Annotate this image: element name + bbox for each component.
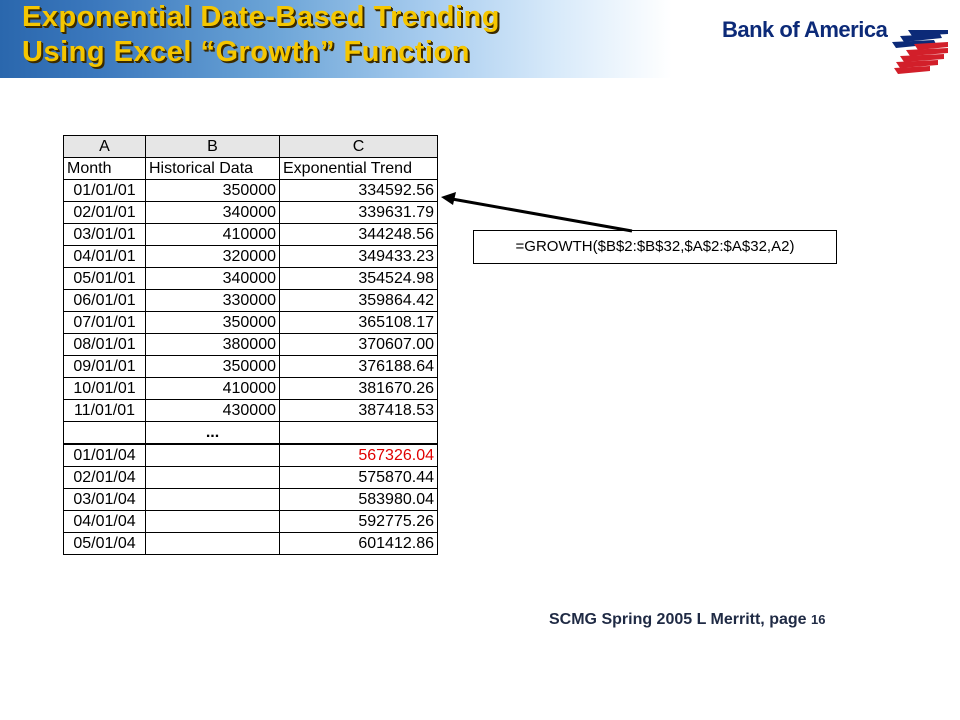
arrow-line <box>452 199 632 231</box>
cell-trend: 365108.17 <box>280 312 438 334</box>
cell-trend: 387418.53 <box>280 400 438 422</box>
ellipsis-row <box>64 422 438 445</box>
cell-month: 01/01/01 <box>64 180 146 202</box>
cell-month: 04/01/04 <box>64 511 146 533</box>
table-row <box>64 378 438 400</box>
cell-month: 07/01/01 <box>64 312 146 334</box>
cell-historical: 340000 <box>146 268 280 290</box>
cell-month: 01/01/04 <box>64 444 146 467</box>
column-letter-row <box>64 136 438 158</box>
cell-month: 06/01/01 <box>64 290 146 312</box>
table-row <box>64 334 438 356</box>
cell-month: 04/01/01 <box>64 246 146 268</box>
table-row <box>64 533 438 555</box>
table-row <box>64 268 438 290</box>
cell-month: 11/01/01 <box>64 400 146 422</box>
arrow-head-icon <box>441 192 456 205</box>
table-row <box>64 246 438 268</box>
empty-cell <box>280 422 438 445</box>
ellipsis-cell: ... <box>146 422 280 445</box>
cell-historical: 430000 <box>146 400 280 422</box>
cell-month: 03/01/01 <box>64 224 146 246</box>
cell-month: 05/01/01 <box>64 268 146 290</box>
cell-historical: 410000 <box>146 224 280 246</box>
table-row <box>64 400 438 422</box>
formula-callout: =GROWTH($B$2:$B$32,$A$2:$A$32,A2) <box>473 230 837 264</box>
table-row <box>64 467 438 489</box>
cell-trend: 583980.04 <box>280 489 438 511</box>
header-row <box>64 158 438 180</box>
cell-trend: 339631.79 <box>280 202 438 224</box>
cell-month: 10/01/01 <box>64 378 146 400</box>
cell-historical: 380000 <box>146 334 280 356</box>
cell-month: 09/01/01 <box>64 356 146 378</box>
cell-historical <box>146 444 280 467</box>
cell-trend: 334592.56 <box>280 180 438 202</box>
cell-historical: 320000 <box>146 246 280 268</box>
table-row <box>64 180 438 202</box>
header-trend: Exponential Trend <box>280 158 438 180</box>
bank-logo-text: Bank of America <box>722 17 888 42</box>
table-row <box>64 511 438 533</box>
cell-month: 05/01/04 <box>64 533 146 555</box>
cell-historical: 350000 <box>146 312 280 334</box>
cell-historical <box>146 489 280 511</box>
cell-trend: 381670.26 <box>280 378 438 400</box>
cell-historical: 350000 <box>146 356 280 378</box>
cell-trend-highlight: 567326.04 <box>280 444 438 467</box>
header-historical: Historical Data <box>146 158 280 180</box>
cell-trend: 601412.86 <box>280 533 438 555</box>
cell-month: 03/01/04 <box>64 489 146 511</box>
header-month: Month <box>64 158 146 180</box>
table-row <box>64 444 438 467</box>
slide-title <box>22 0 500 70</box>
title-line-2: Using Excel “Growth” Function <box>22 36 470 68</box>
cell-trend: 592775.26 <box>280 511 438 533</box>
cell-trend: 354524.98 <box>280 268 438 290</box>
cell-historical: 410000 <box>146 378 280 400</box>
cell-historical <box>146 511 280 533</box>
cell-trend: 349433.23 <box>280 246 438 268</box>
table-row <box>64 224 438 246</box>
cell-trend: 370607.00 <box>280 334 438 356</box>
table-row <box>64 312 438 334</box>
empty-cell <box>64 422 146 445</box>
flag-logo-icon <box>878 30 948 74</box>
title-line-1: Exponential Date-Based Trending <box>22 1 500 33</box>
cell-historical <box>146 467 280 489</box>
footer <box>549 611 825 629</box>
cell-historical: 330000 <box>146 290 280 312</box>
table-row <box>64 290 438 312</box>
col-letter-c: C <box>280 136 438 158</box>
cell-historical <box>146 533 280 555</box>
cell-trend: 344248.56 <box>280 224 438 246</box>
col-letter-a: A <box>64 136 146 158</box>
col-letter-b: B <box>146 136 280 158</box>
table-row <box>64 489 438 511</box>
spreadsheet-table <box>63 135 438 555</box>
cell-trend: 376188.64 <box>280 356 438 378</box>
cell-month: 08/01/01 <box>64 334 146 356</box>
footer-text: SCMG Spring 2005 L Merritt, page <box>549 611 811 628</box>
cell-historical: 340000 <box>146 202 280 224</box>
cell-month: 02/01/01 <box>64 202 146 224</box>
cell-historical: 350000 <box>146 180 280 202</box>
cell-month: 02/01/04 <box>64 467 146 489</box>
table-row <box>64 356 438 378</box>
cell-trend: 575870.44 <box>280 467 438 489</box>
cell-trend: 359864.42 <box>280 290 438 312</box>
page-number: 16 <box>810 612 826 627</box>
table-row <box>64 202 438 224</box>
